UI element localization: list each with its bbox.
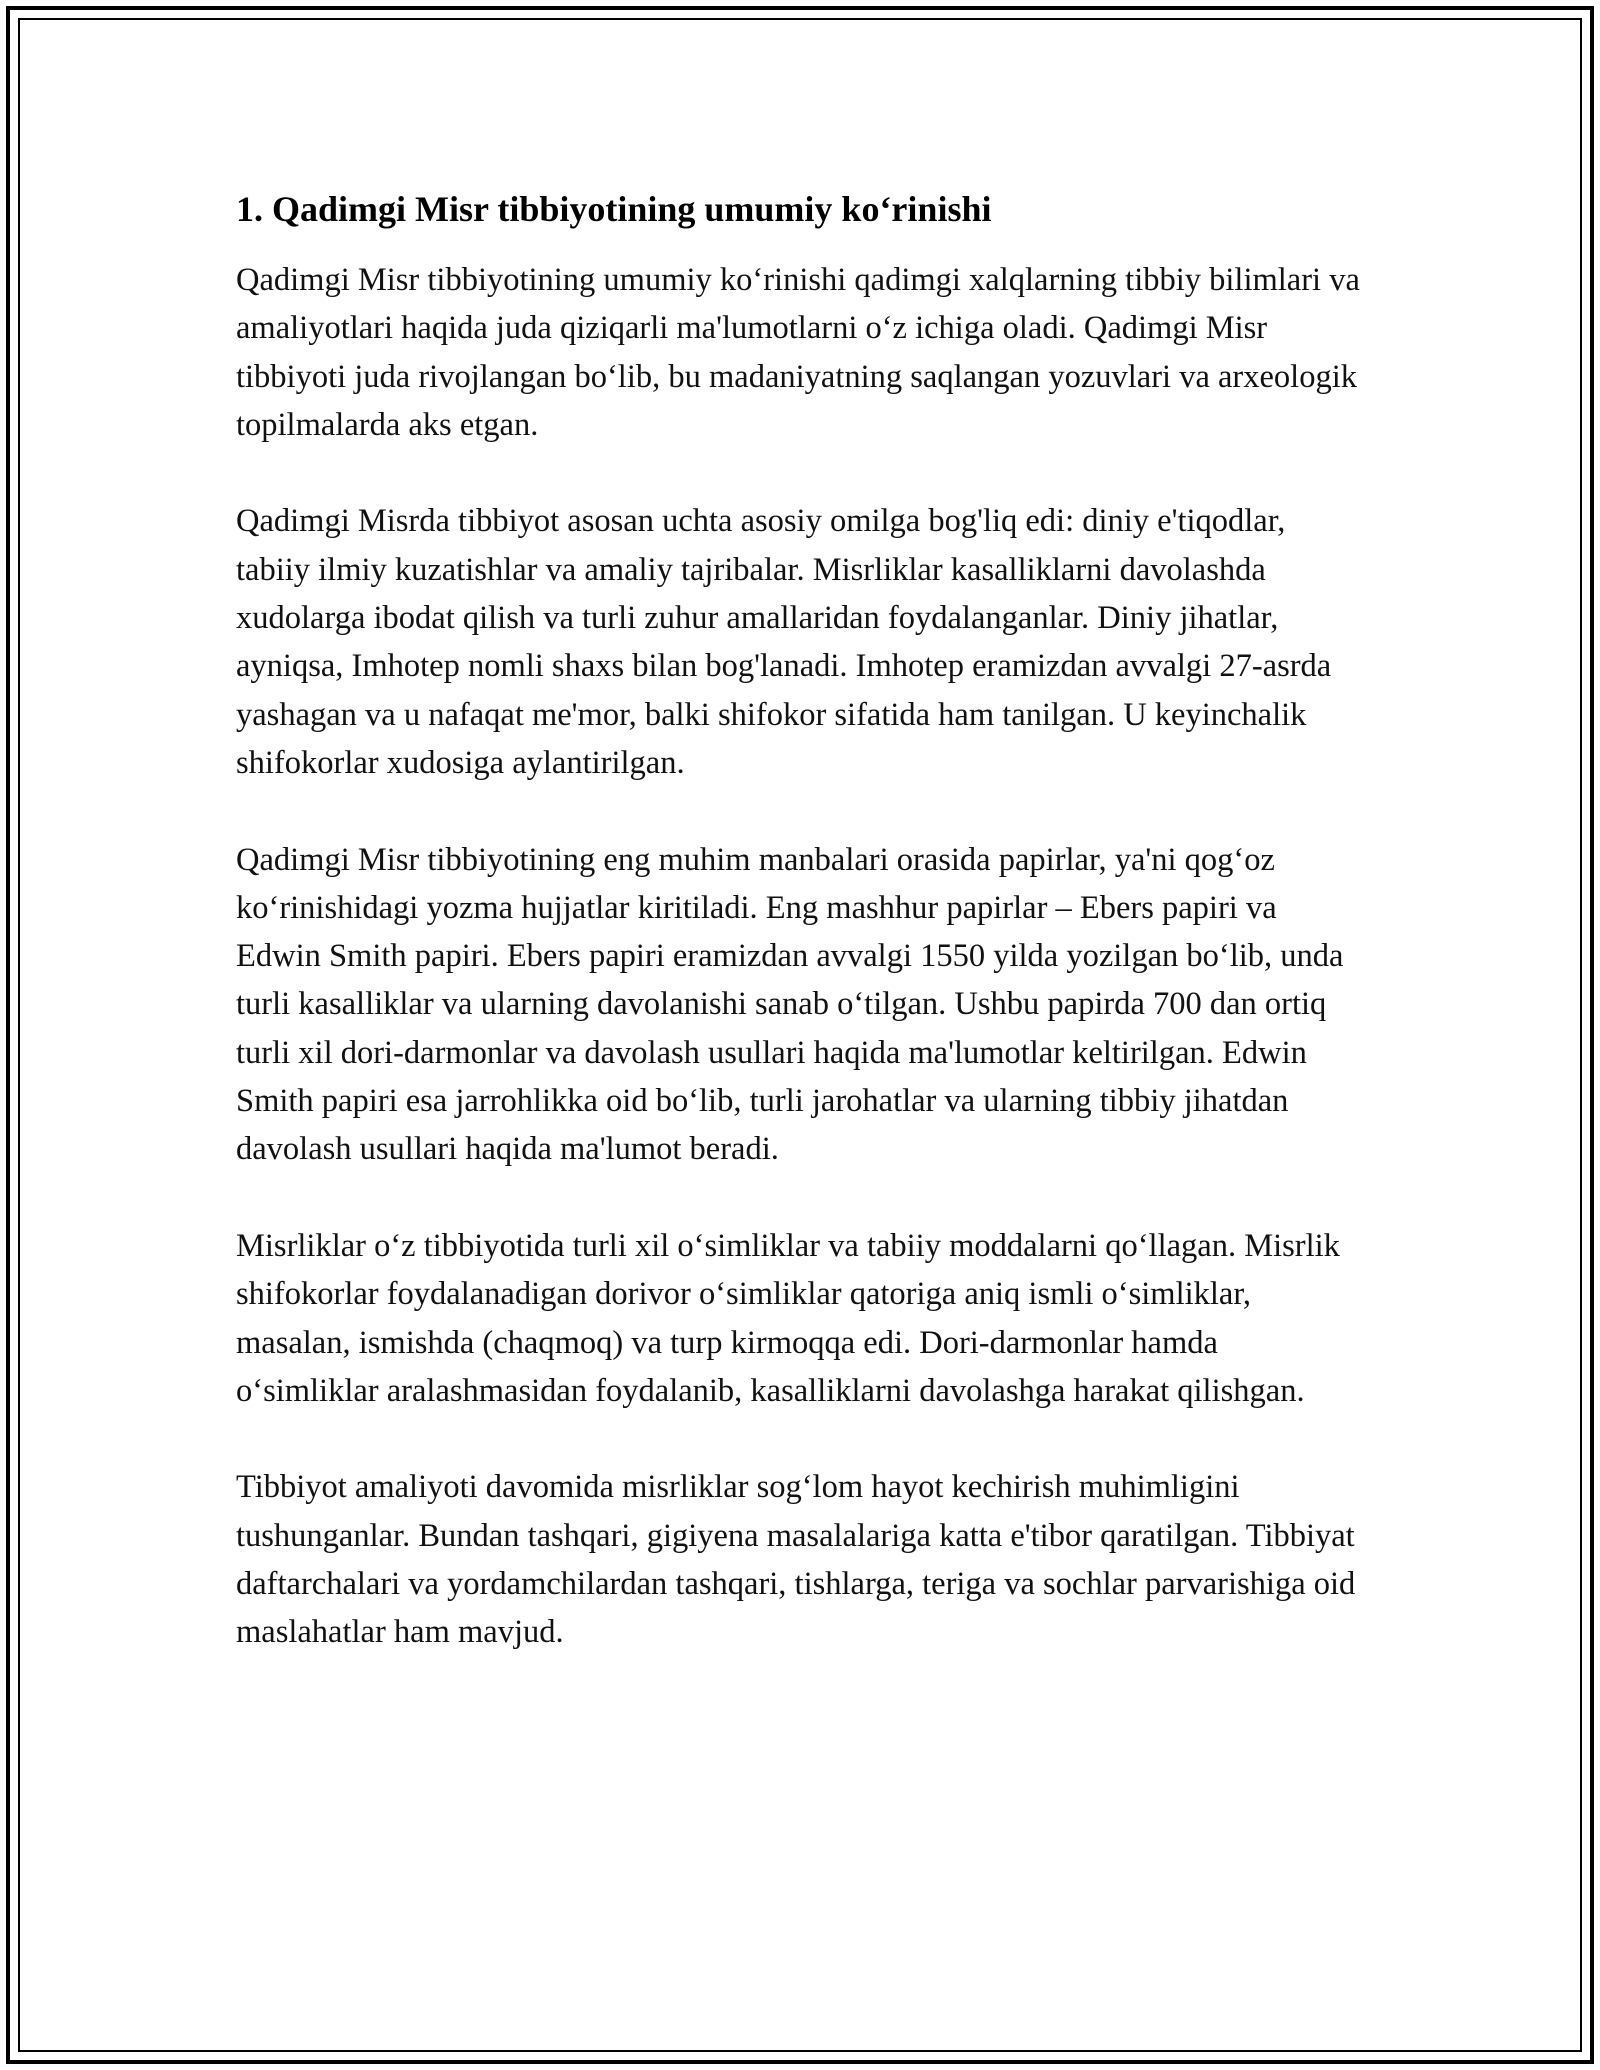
document-body: [236, 186, 1366, 1705]
section-heading: 1. Qadimgi Misr tibbiyotining umumiy ko‘rinishi: [236, 189, 992, 229]
paragraph-overview: Qadimgi Misr tibbiyotining umumiy ko‘rinishi qadimgi xalqlarning tibbiy bilimlari va amaliyotlari haqida juda qiziqarli ma'lumotlarni o‘z ichiga oladi. Qadimgi Misr tibbiyoti juda rivojlangan bo‘lib, bu madaniyatning saqlangan yozuvlari va arxeologik topilmalarda aks etgan.: [236, 262, 1360, 443]
paragraph-religion: Qadimgi Misrda tibbiyot asosan uchta asosiy omilga bog'liq edi: diniy e'tiqodlar, tabiiy ilmiy kuzatishlar va amaliy tajribalar. Misrliklar kasalliklarni davolashda xudolarga ibodat qilish va turli zuhur amallaridan foydalanganlar. Diniy jihatlar, ayniqsa, Imhotep nomli shaxs bilan bog'lanadi. Imhotep eramizdan avvalgi 27-asrda yashagan va u nafaqat me'mor, balki shifokor sifatida ham tanilgan. U keyinchalik shifokorlar xudosiga aylantirilgan.: [236, 503, 1332, 781]
paragraph-hygiene: Tibbiyot amaliyoti davomida misrliklar sog‘lom hayot kechirish muhimligini tushunganlar. Bundan tashqari, gigiyena masalalariga katta e'tibor qaratilgan. Tibbiyat daftarchalari va yordamchilardan tashqari, tishlarga, teriga va sochlar parvarishiga oid maslahatlar ham mavjud.: [236, 1469, 1356, 1651]
paragraph-papyri: Qadimgi Misr tibbiyotining eng muhim manbalari orasida papirlar, ya'ni qog‘oz ko‘rinishidagi yozma hujjatlar kiritiladi. Eng mashhur papirlar – Ebers papiri va Edwin Smith papiri. Ebers papiri eramizdan avvalgi 1550 yilda yozilgan bo‘lib, unda turli kasalliklar va ularning davolanishi sanab o‘tilgan. Ushbu papirda 700 dan ortiq turli xil dori-darmonlar va davolash usullari haqida ma'lumotlar keltirilgan. Edwin Smith papiri esa jarrohlikka oid bo‘lib, turli jarohatlar va ularning tibbiy jihatdan davolash usullari haqida ma'lumot beradi.: [236, 841, 1344, 1168]
paragraph-plants: Misrliklar o‘z tibbiyotida turli xil o‘simliklar va tabiiy moddalarni qo‘llagan. Misrlik shifokorlar foydalanadigan dorivor o‘simliklar qatoriga aniq ismli o‘simliklar, masalan, ismishda (chaqmoq) va turp kirmoqqa edi. Dori-darmonlar hamda o‘simliklar aralashmasidan foydalanib, kasalliklarni davolashga harakat qilishgan.: [236, 1227, 1340, 1409]
